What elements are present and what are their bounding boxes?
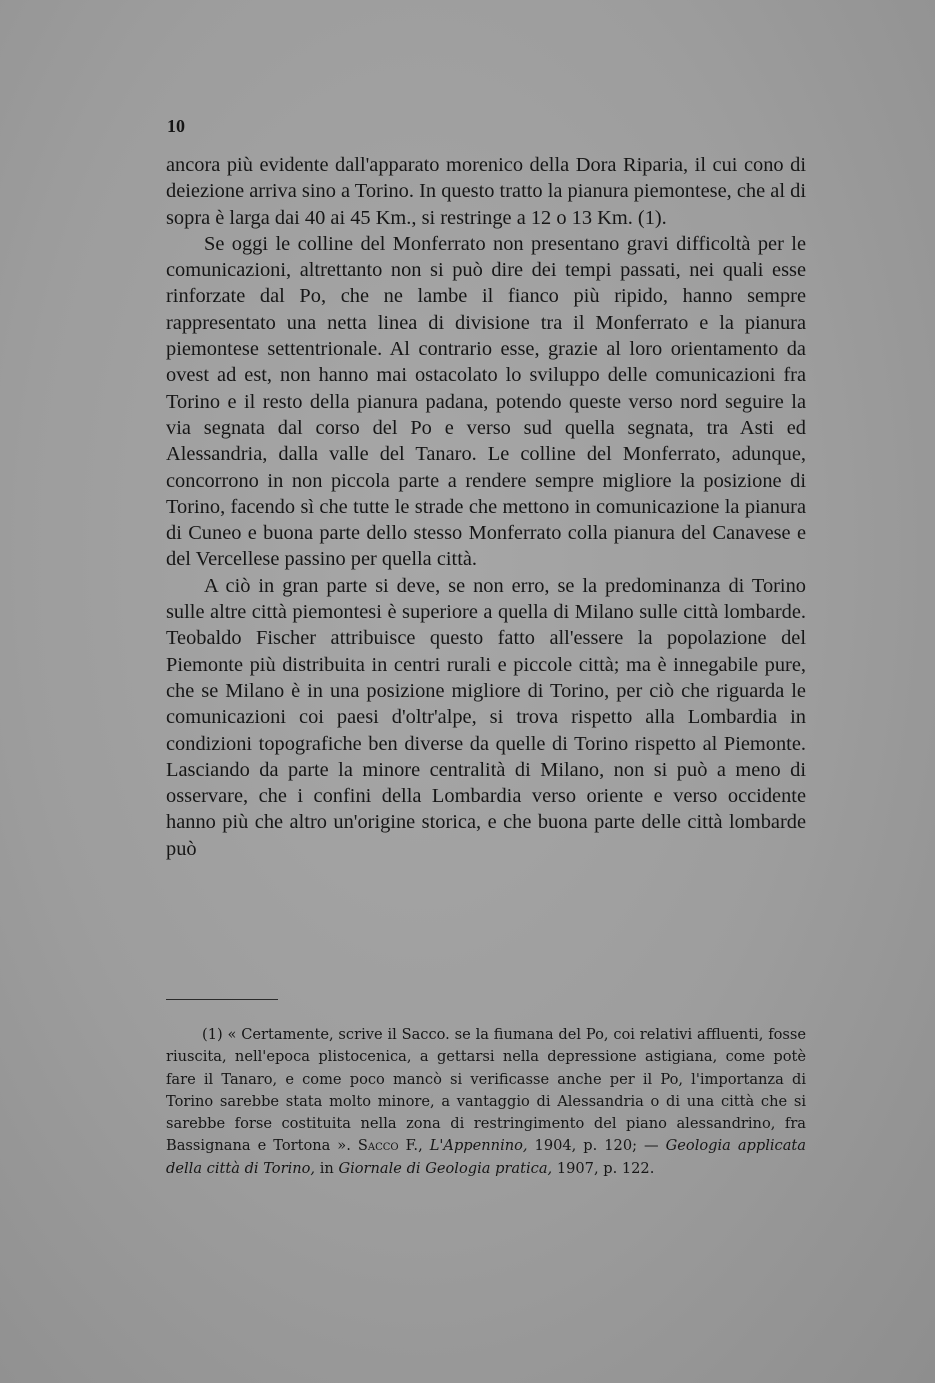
paragraph-3: A ciò in gran parte si deve, se non erro, se la predominanza di Torino sulle altre città piemontesi è superiore a quella di Milano sulle città lombarde. Teobaldo Fischer attribuisce questo fatto all'essere la popolazione del Piemonte più distribuita in centri rurali e piccole città; ma è innegabile pure, che se Milano è in una posizione migliore di Torino, per ciò che riguarda le comunicazioni coi paesi d'oltr'alpe, si trova rispetto alla Lombardia in condizioni topografiche ben diverse da quelle di Torino rispetto al Piemonte. Lasciando da parte la minore centralità di Milano, non si può a meno di osservare, che i confini della Lombardia verso oriente e verso occidente hanno più che altro un'origine storica, e che buona parte delle città lombarde può — [166, 574, 806, 860]
footnote-journal: Giornale di Geologia pratica, — [338, 1159, 553, 1177]
footnote-work-2: Geologia applicata della città di Torino, — [166, 1137, 806, 1177]
footnote — [166, 1024, 806, 1180]
footnote-in: in — [319, 1159, 334, 1177]
page-number: 10 — [167, 116, 185, 136]
footnote-ref-1: 1904, p. 120; — — [534, 1137, 659, 1155]
footnote-divider — [166, 999, 278, 1000]
paragraph-1: ancora più evidente dall'apparato morenico della Dora Riparia, il cui cono di deiezione arriva sino a Torino. In questo tratto la pianura piemontese, che al di sopra è larga dai 40 ai 45 Km., si restringe a 12 o 13 Km. (1). — [166, 154, 806, 229]
footnote-author: Sacco F., — [357, 1137, 423, 1155]
footnote-work-1: L'Appennino, — [429, 1137, 528, 1155]
main-text — [166, 152, 806, 862]
footnote-quote: (1) « Certamente, scrive il Sacco. se la fiumana del Po, coi relativi affluenti, fosse riuscita, nell'epoca plistocenica, a gettarsi nella depressione astigiana, come potè fare il Tanaro, e come poco mancò si verificasse anche per il Po, l'importanza di Torino sarebbe stata molto minore, a vantaggio di Alessandria o di una città che si sarebbe forse costituita nella zona di restringimento del piano alessandrino, fra Bassignana e Tortona ». — [166, 1026, 806, 1155]
footnote-body — [166, 1024, 806, 1180]
footnote-ref-2: 1907, p. 122. — [556, 1159, 655, 1177]
paragraph-2: Se oggi le colline del Monferrato non presentano gravi difficoltà per le comunicazioni, altrettanto non si può dire dei tempi passati, nei quali esse rinforzate dal Po, che ne lambe il fianco più ripido, hanno sempre rappresentato una netta linea di divisione tra il Monferrato e la pianura piemontese settentrionale. Al contrario esse, grazie al loro orientamento da ovest ad est, non hanno mai ostacolato lo sviluppo delle comunicazioni fra Torino e il resto della pianura padana, potendo queste verso nord seguire la via segnata dal corso del Po e verso sud quella segnata, tra Asti ed Alessandria, dalla valle del Tanaro. Le colline del Monferrato, adunque, concorrono in non piccola parte a rendere sempre migliore la posizione di Torino, facendo sì che tutte le strade che mettono in comunicazione la pianura di Cuneo e buona parte dello stesso Monferrato colla pianura del Canavese e del Vercellese passino per quella città. — [166, 232, 806, 571]
